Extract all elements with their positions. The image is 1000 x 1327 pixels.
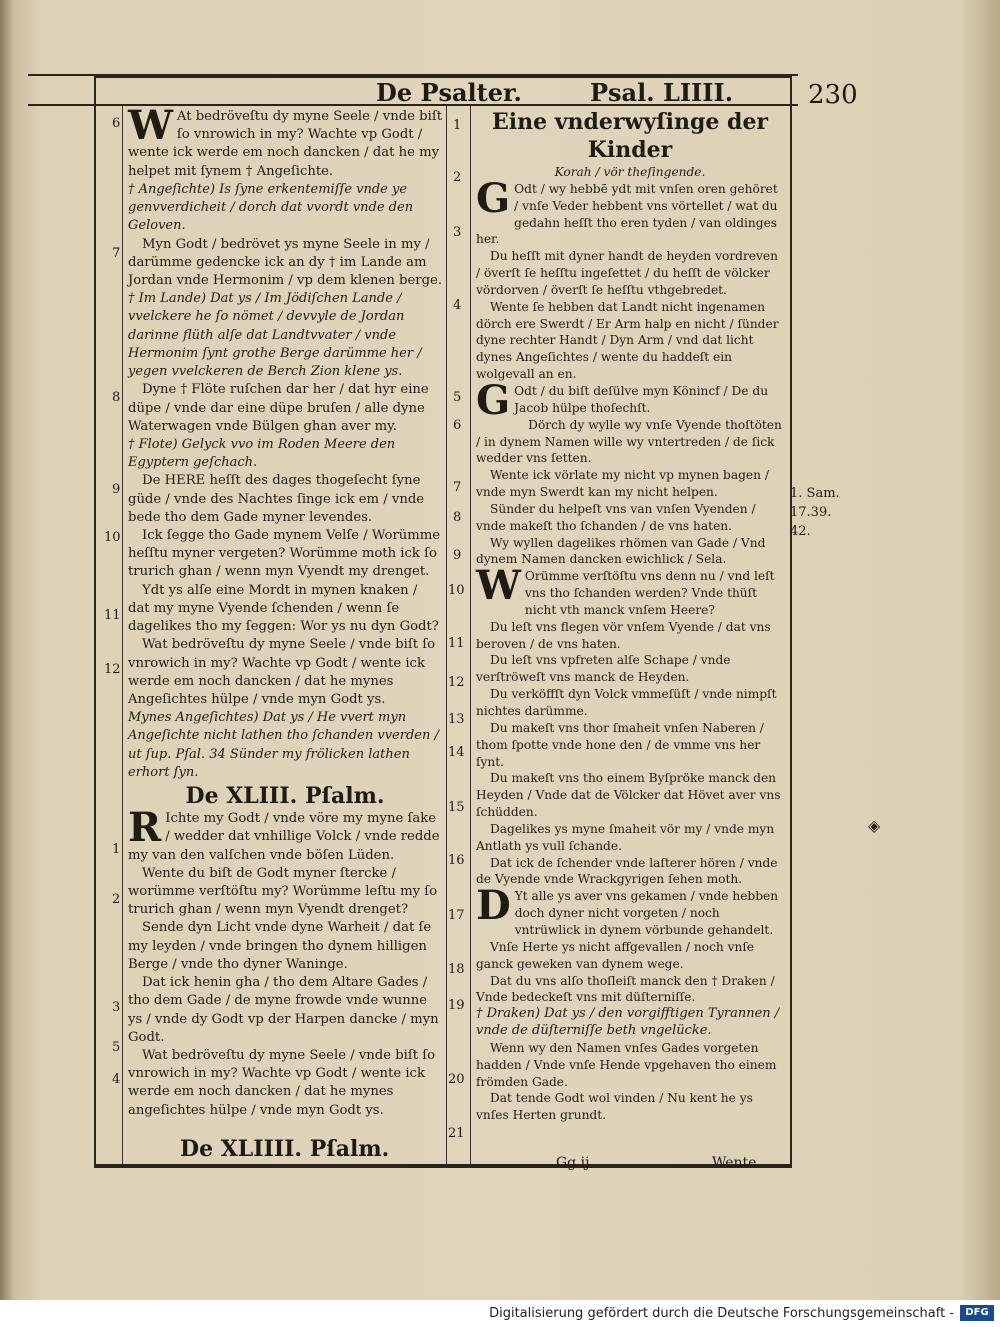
left-verse	[128, 919, 442, 974]
verse-text: Ichte my Godt / vnde vöre my myne ſake / wedder dat vnhillige Volck / vnde redde my van den valſchen vnde böſen Lüden.	[128, 811, 440, 863]
right-verse	[476, 535, 784, 569]
verse-text: Dat ick henin gha / tho dem Altare Gades / tho dem Gade / de myne frowde vnde wunne ys / vnde dy Godt vp der Harpen dancke / myn Godt.	[128, 975, 439, 1045]
page-number: 230	[808, 80, 858, 110]
left-verse	[128, 236, 442, 291]
drop-initial: G	[476, 376, 511, 424]
verse-text: Du makeſt vns tho einem Byſpröke manck den Heyden / Vnde dat de Völcker dat Hövet aver vns ſchüdden.	[476, 771, 781, 820]
right-verse	[476, 299, 784, 383]
verse-text: † Angeſichte) Is ſyne erkentemiſſe vnde ye genvverdicheit / dorch dat vvordt vnde den Geloven.	[128, 181, 414, 234]
left-gloss	[128, 290, 442, 381]
left-gloss	[128, 181, 442, 236]
right-column	[476, 108, 784, 1124]
left-verse-number: 7	[112, 246, 121, 261]
right-verse	[476, 770, 784, 821]
column-rule-center-left	[446, 106, 447, 1164]
center-verse-number: 12	[448, 675, 465, 690]
right-verse	[476, 1090, 784, 1124]
center-verse-number: 11	[448, 636, 465, 651]
center-verse-number: 21	[448, 1126, 465, 1141]
right-verse	[476, 501, 784, 535]
verse-text: Yt alle ys aver vns gekamen / vnde hebben doch dyner nicht vorgeten / noch vntrüwlick in dynem vörbunde gehandelt.	[514, 889, 779, 937]
center-verse-number: 4	[453, 298, 462, 313]
verse-text: Sende dyn Licht vnde dyne Warheit / dat ſe my leyden / vnde bringen tho dynem hilligen Berge / vnde tho dyner Waninge.	[128, 920, 432, 972]
verse-text: Wy wyllen dagelikes rhömen van Gade / Vnd dynem Namen dancken ewichlick / Sela.	[476, 535, 766, 567]
right-verse	[476, 686, 784, 720]
drop-initial: R	[128, 804, 162, 852]
center-verse-number: 18	[448, 962, 465, 977]
left-heading: De XLIII. Pſalm.	[185, 783, 385, 810]
right-verse	[476, 973, 784, 1007]
verse-text: Wenn wy den Namen vnſes Gades vorgeten hadden / Vnde vnſe Hende vpgehaven tho einem frömden Gade.	[476, 1040, 777, 1089]
center-verse-number: 13	[448, 712, 465, 727]
left-verse-number: 10	[104, 530, 121, 545]
footer-bar	[0, 1300, 1000, 1327]
center-verse-number: 2	[453, 170, 462, 185]
left-verse-number: 2	[112, 892, 121, 907]
verse-text: Wat bedröveſtu dy myne Seele / vnde biſt ſo vnrowich in my? Wachte vp Godt / wente ick werde em noch dancken / dat he mynes Angeſichtes hülpe / vnde myn Godt ys.	[128, 637, 436, 707]
verse-text: Du leſt vns flegen vör vnſem Vyende / dat vns beroven / de vns haten.	[476, 619, 771, 651]
left-verse-number: 11	[104, 608, 121, 623]
center-verse-number: 7	[453, 480, 462, 495]
right-verse	[476, 619, 784, 653]
verse-text: Ick ſegge tho Gade mynem Velſe / Worümme heſſtu myner vergeten? Worümme moth ick ſo trurich ghan / wenn myn Vyendt my drenget.	[128, 528, 441, 580]
right-verse	[476, 417, 784, 468]
center-verse-number: 1	[453, 118, 462, 133]
center-verse-number: 19	[448, 998, 465, 1013]
left-verse	[128, 472, 442, 527]
verse-text: † Im Lande) Dat ys / Im Jödiſchen Lande / vvelckere he ſo nömet / devvyle de Jordan darinne flüth alſe dat Landtvvater / vnde Hermonim ſynt grothe Berge darümme her / yegen vvelckeren de Berch Zion klene ys.	[128, 291, 422, 380]
left-verse-number: 12	[104, 662, 121, 677]
column-rule-left	[122, 106, 123, 1164]
verse-text: At bedröveſtu dy myne Seele / vnde biſt ſo vnrowich in my? Wachte vp Godt / wente ick werde em noch dancken / dat he my helpet mit ſynem † Angeſichte.	[128, 109, 442, 179]
verse-text: Du heſſt mit dyner handt de heyden vordreven / överſt ſe heſſtu ingeſettet / du heſſt de völcker vördorven / överſt ſe heſſtu vthgebredet.	[476, 249, 778, 297]
margin-mark-icon: ◈	[868, 816, 881, 835]
left-verse	[128, 865, 442, 920]
center-verse-number: 9	[453, 548, 462, 563]
psalm-subtitle: Korah / vör theſingende.	[554, 165, 706, 179]
right-verse	[476, 720, 784, 771]
right-verse	[476, 1040, 784, 1091]
left-verse	[128, 636, 442, 709]
right-verse	[476, 855, 784, 889]
left-verse-number: 6	[112, 116, 121, 131]
right-verse	[476, 939, 784, 973]
right-verse	[476, 467, 784, 501]
left-verse-number: 3	[112, 1000, 121, 1015]
verse-text: Sünder du helpeſt vns van vnſen Vyenden / vnde makeſt tho ſchanden / de vns haten.	[476, 501, 756, 533]
center-verse-number: 20	[448, 1072, 465, 1087]
verse-text: Dagelikes ys myne ſmaheit vör my / vnde myn Antlath ys vull ſchande.	[476, 821, 775, 853]
bottom-rule	[94, 1164, 790, 1166]
drop-initial: G	[476, 174, 511, 222]
verse-text: Myn Godt / bedrövet ys myne Seele in my / darümme gedencke ick an dy † im Lande am Jordan vnde Hermonim / vp dem klenen berge.	[128, 236, 443, 288]
verse-text: Odt / wy hebbē ydt mit vnſen oren gehöret / vnſe Veder hebbent vns vörtellet / wat du gedahn heſſt tho eren tyden / van oldinges her.	[476, 181, 778, 247]
right-verse	[476, 652, 784, 686]
center-verse-number: 17	[448, 908, 465, 923]
verse-text: Mynes Angeſichtes) Dat ys / He vvert myn Angeſichte nicht lathen tho ſchanden vverden / ut ſup. Pſal. 34 Sünder my frölicken lathen erhort ſyn.	[128, 710, 439, 780]
center-verse-number: 10	[448, 583, 465, 598]
left-verse	[128, 381, 442, 436]
center-verse-number: 15	[448, 800, 465, 815]
verse-text: De HERE heſſt des dages thogeſecht ſyne güde / vnde des Nachtes ſinge ick em / vnde bede tho dem Gade myner levendes.	[128, 473, 425, 525]
catchword: Wente	[712, 1155, 757, 1171]
verse-text: Du makeſt vns thor ſmaheit vnſen Naberen / thom ſpotte vnde hone den / de vmme vns her ſynt.	[476, 720, 764, 769]
center-verse-number: 14	[448, 745, 465, 760]
left-verse	[128, 804, 442, 865]
psalm-title: Eine vnderwyſinge der Kinder	[491, 109, 769, 163]
verse-text: Dat ick de ſchender vnde laſterer hören / vnde de Vyende vnde Wrackgyrigen ſehen moth.	[476, 855, 778, 887]
verse-text: Dörch dy wylle wy vnſe Vyende thoſtöten / in dynem Namen wille wy vntertreden / de ſick wedder vns ſetten.	[476, 417, 782, 466]
left-column	[128, 102, 443, 1120]
left-verse-number: 8	[112, 390, 121, 405]
verse-text: Vnſe Herte ys nicht affgevallen / noch vnſe ganck geweken van dynem wege.	[476, 939, 755, 971]
left-gloss	[128, 709, 442, 782]
verse-text: † Draken) Dat ys / den vorgifftigen Tyrannen / vnde de düſterniſſe beth vngelücke.	[476, 1006, 780, 1039]
footer-text: Digitalisierung gefördert durch die Deutsche Forschungsgemeinschaft -	[489, 1306, 954, 1321]
left-verse	[128, 527, 442, 582]
center-verse-number: 6	[453, 418, 462, 433]
center-verse-number: 8	[453, 510, 462, 525]
left-verse-number: 5	[112, 1040, 121, 1055]
center-verse-number: 5	[453, 390, 462, 405]
margin-note-1: 1. Sam.	[790, 486, 840, 501]
margin-note-2: 17.39.	[790, 505, 832, 520]
right-gloss	[476, 1006, 784, 1040]
right-verse	[476, 174, 784, 248]
signature-mark: Gg ij	[556, 1155, 590, 1171]
right-verse	[476, 562, 784, 619]
left-verse	[128, 102, 442, 181]
verse-text: Ydt ys alſe eine Mordt in mynen knaken / dat my myne Vyende ſchenden / wenn ſe dagelikes tho my ſeggen: Wor ys nu dyn Godt?	[128, 582, 439, 635]
center-verse-number: 16	[448, 853, 465, 868]
verse-text: Du verköffſt dyn Volck vmmeſüſt / vnde nimpſt nichtes darümme.	[476, 687, 777, 718]
right-verse	[476, 882, 784, 939]
right-verse	[476, 821, 784, 855]
left-verse-number: 4	[112, 1072, 121, 1087]
left-gloss	[128, 436, 442, 472]
verse-text: Wente du biſt de Godt myner ſtercke / worümme verſtöſtu my? Worümme leſtu my ſo trurich ghan / wenn myn Vyendt drenget?	[128, 865, 438, 918]
margin-note-3: 42.	[790, 524, 811, 539]
left-verse-number: 1	[112, 842, 121, 857]
column-rule-center-right	[470, 106, 471, 1164]
verse-text: Dat tende Godt wol vinden / Nu kent he ys vnſes Herten grundt.	[476, 1091, 753, 1123]
verse-text: † Flote) Gelyck vvo im Roden Meere den Egyptern geſchach.	[128, 436, 396, 471]
verse-text: Odt / du biſt deſülve myn Könincf / De du Jacob hülpe thoſechſt.	[514, 383, 769, 415]
drop-initial: W	[476, 562, 521, 610]
verse-text: Orümme verſtöſtu vns denn nu / vnd leſt vns tho ſchanden werden? Vnde thüſt nicht vth manck vnſem Heere?	[524, 569, 775, 617]
drop-initial: D	[476, 882, 511, 930]
psalm-heading-bottom: De XLIIII. Pſalm.	[180, 1136, 390, 1162]
verse-text: Dat du vns alſo thoſleiſt manck den † Draken / Vnde bedeckeſt vns mit düſterniſſe.	[476, 973, 775, 1005]
dfg-logo: DFG	[960, 1305, 994, 1321]
center-verse-number: 3	[453, 225, 462, 240]
running-head-left: De Psalter.	[376, 78, 522, 107]
left-verse-number: 9	[112, 482, 121, 497]
right-verse	[476, 248, 784, 299]
verse-text: Wente ick vörlate my nicht vp mynen bagen / vnde myn Swerdt kan my nicht helpen.	[476, 468, 769, 500]
drop-initial: W	[128, 102, 173, 149]
running-head-right: Psal. LIIII.	[590, 78, 734, 107]
verse-text: Dyne † Flöte ruſchen dar her / dat hyr eine düpe / vnde dar eine düpe bruſen / alle dyne Waterwagen vnde Bülgen ghan aver my.	[128, 382, 429, 434]
verse-text: Wente ſe hebben dat Landt nicht ingenamen dörch ere Swerdt / Er Arm halp en nicht / ſünder dyne rechter Handt / Dyn Arm / vnd dat licht dynes Angeſichtes / wente du haddeſt ein wolgevall an en.	[476, 299, 779, 382]
left-verse	[128, 582, 442, 637]
left-verse	[128, 974, 442, 1047]
right-verse	[476, 376, 784, 424]
verse-text: Du leſt vns vpfreten alſe Schape / vnde verſtröweſt vns manck de Heyden.	[476, 653, 731, 685]
left-verse	[128, 1047, 442, 1120]
verse-text: Wat bedröveſtu dy myne Seele / vnde biſt ſo vnrowich in my? Wachte vp Godt / wente ick werde em noch dancken / dat he mynes angeſichtes hülpe / vnde myn Godt ys.	[128, 1047, 436, 1118]
